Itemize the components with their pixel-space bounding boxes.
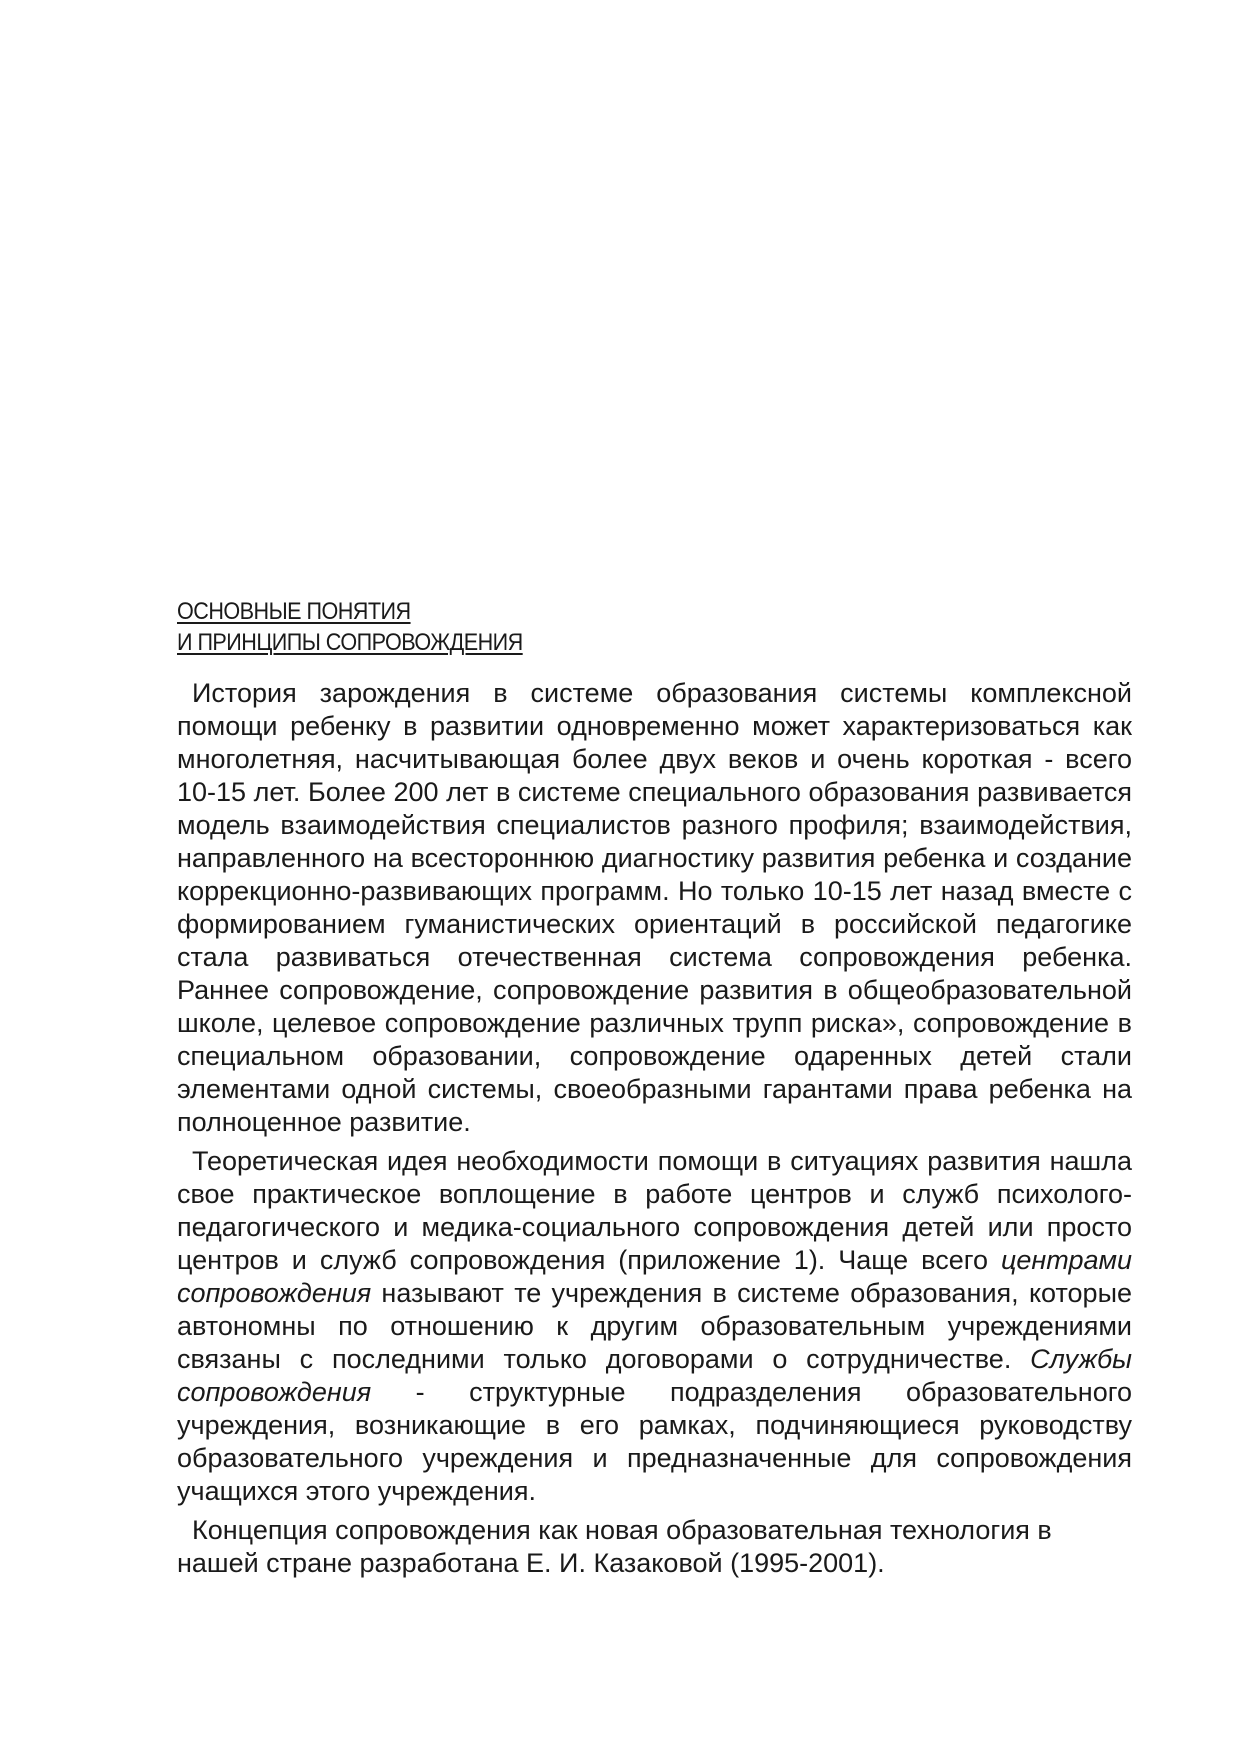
paragraph-1: История зарождения в системе образования системы комплексной помощи ребенку в развитии одновременно может характеризоваться как многолетняя, насчитывающая более двух веков и очень короткая - всего 10-15 лет. Более 200 лет в системе специального образования развивается модель взаимодействия специалистов разного профиля; взаимодействия, направленного на всестороннюю диагностику развития ребенка и создание коррекционно-развивающих программ. Но только 10-15 лет назад вместе с формированием гуманистических ориентаций в российской педагогике стала развиваться отечественная система сопровождения ребенка. Раннее сопровождение, сопровождение развития в общеобразовательной школе, целевое сопровождение различных трупп риска», сопровождение в специальном образовании, сопровождение одаренных детей стали элементами одной системы, своеобразными гарантами права ребенка на полноценное развитие. [177,678,1132,1137]
term-centers-of-support: центрами сопровождения [177,1245,1132,1308]
section-heading [177,596,987,658]
heading-line-2: И ПРИНЦИПЫ СОПРОВОЖДЕНИЯ [177,629,523,656]
term-support-services: Службы сопровождения [177,1344,1132,1407]
paragraph-2-part-2: называют те учреждения в системе образования, которые автономны по отношению к другим образовательным учреждениями связаны с последними только договорами о сотрудничестве. [177,1278,1132,1374]
body-text [177,677,1132,1586]
paragraph-3: Концепция сопровождения как новая образовательная технология в нашей стране разработана Е. И. Казаковой (1995-2001). [177,1515,1052,1578]
paragraph-2-part-1: Теоретическая идея необходимости помощи в ситуациях развития нашла свое практическое воплощение в работе центров и служб психолого-педагогического и медика-социального сопровождения детей или просто центров и служб сопровождения (приложение 1). Чаще всего [177,1146,1132,1275]
paragraph-2 [177,1145,1132,1508]
heading-line-1: ОСНОВНЫЕ ПОНЯТИЯ [177,598,411,625]
paragraph-2-part-3: - структурные подразделения образовательного учреждения, возникающие в его рамках, подчиняющиеся руководству образовательного учреждения и предназначенные для сопровождения учащихся этого учреждения. [177,1377,1132,1506]
